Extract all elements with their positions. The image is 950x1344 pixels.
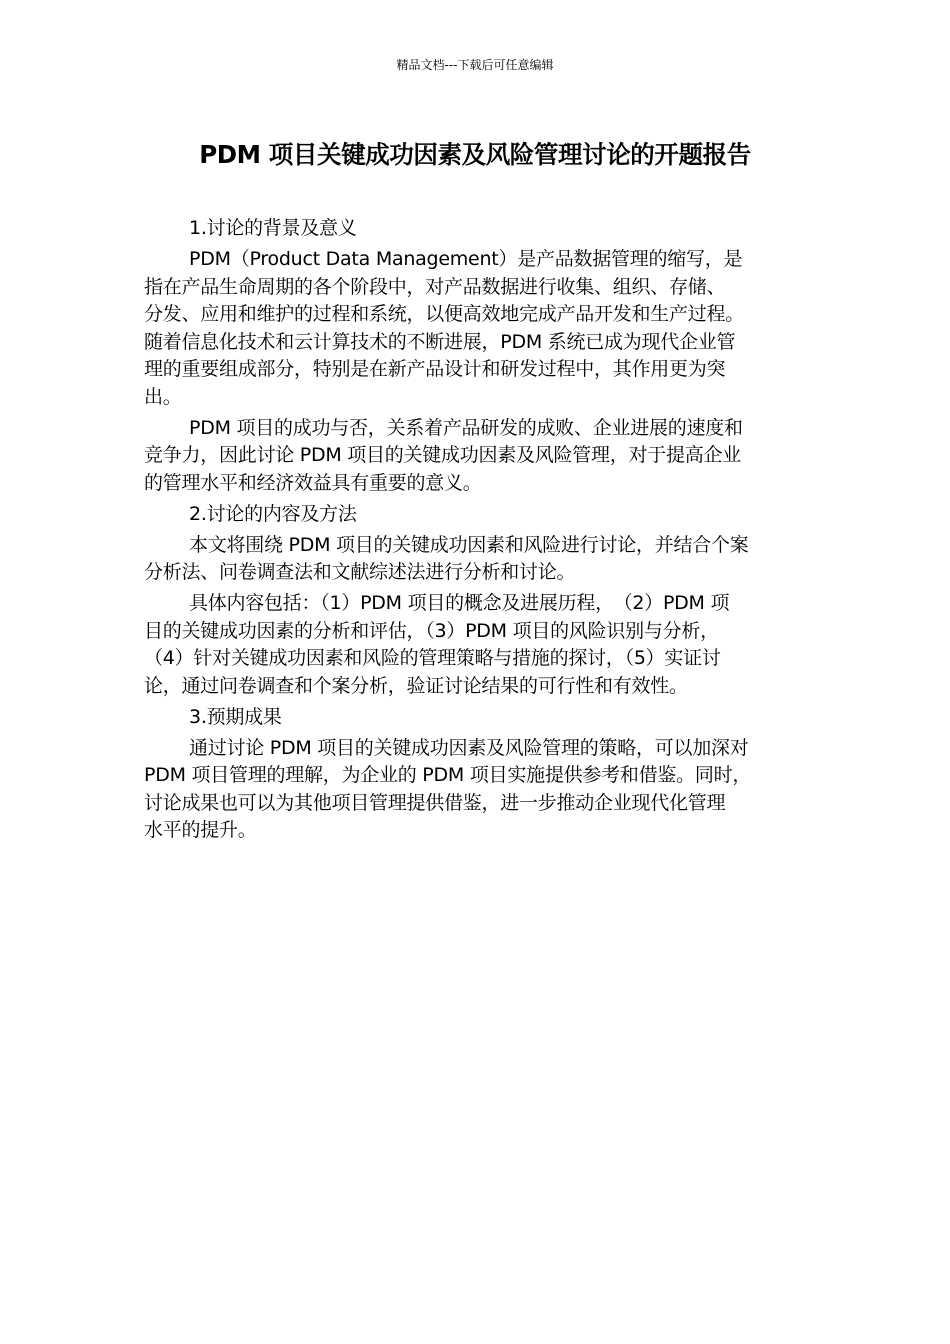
text-line: 指在产品生命周期的各个阶段中，对产品数据进行收集、组织、存储、 xyxy=(144,275,726,298)
text-line: 水平的提升。 xyxy=(144,819,257,841)
section-2-paragraph-2 xyxy=(144,590,810,700)
text-line: 分发、应用和维护的过程和系统，以便高效地完成产品开发和生产过程。 xyxy=(144,303,745,325)
section-1-heading: 1.讨论的背景及意义 xyxy=(189,217,357,239)
document-body xyxy=(144,215,810,848)
section-1-paragraph-2 xyxy=(144,415,810,498)
text-line: 本文将围绕 PDM 项目的关键成功因素和风险进行讨论，并结合个案 xyxy=(189,533,749,556)
text-line: （4）针对关键成功因素和风险的管理策略与措施的探讨，（5）实证讨 xyxy=(144,647,721,669)
text-line: 出。 xyxy=(144,385,182,408)
page-header-watermark: 精品文档---下载后可任意编辑 xyxy=(396,58,554,72)
text-line: 具体内容包括：（1）PDM 项目的概念及进展历程， （2）PDM 项 xyxy=(189,592,730,614)
text-line: 随着信息化技术和云计算技术的不断进展，PDM 系统已成为现代企业管 xyxy=(144,330,736,353)
section-3-heading: 3.预期成果 xyxy=(189,705,282,728)
text-line: 讨论成果也可以为其他项目管理提供借鉴，进一步推动企业现代化管理 xyxy=(144,791,726,814)
text-line: 分析法、问卷调查法和文献综述法进行分析和讨论。 xyxy=(144,561,576,583)
text-line: 理的重要组成部分，特别是在新产品设计和研发过程中，其作用更为突 xyxy=(144,358,726,380)
section-2-heading: 2.讨论的内容及方法 xyxy=(189,502,357,525)
document-title: PDM 项目关键成功因素及风险管理讨论的开题报告 xyxy=(199,140,751,169)
text-line: 竞争力，因此讨论 PDM 项目的关键成功因素及风险管理，对于提高企业 xyxy=(144,444,742,466)
text-line: 目的关键成功因素的分析和评估，（3）PDM 项目的风险识别与分析， xyxy=(144,619,719,642)
text-line: PDM 项目的成功与否，关系着产品研发的成败、企业进展的速度和 xyxy=(189,416,743,439)
section-1-paragraph-1 xyxy=(144,246,810,411)
text-line: 论，通过问卷调查和个案分析，验证讨论结果的可行性和有效性。 xyxy=(144,674,688,697)
text-line: 的管理水平和经济效益具有重要的意义。 xyxy=(144,471,482,494)
text-line: PDM 项目管理的理解，为企业的 PDM 项目实施提供参考和借鉴。同时， xyxy=(144,764,752,786)
section-2-paragraph-1 xyxy=(144,532,810,587)
text-line: PDM（Product Data Management）是产品数据管理的缩写，是 xyxy=(189,248,743,270)
text-line: 通过讨论 PDM 项目的关键成功因素及风险管理的策略，可以加深对 xyxy=(189,736,749,759)
section-3-paragraph-1 xyxy=(144,735,810,845)
